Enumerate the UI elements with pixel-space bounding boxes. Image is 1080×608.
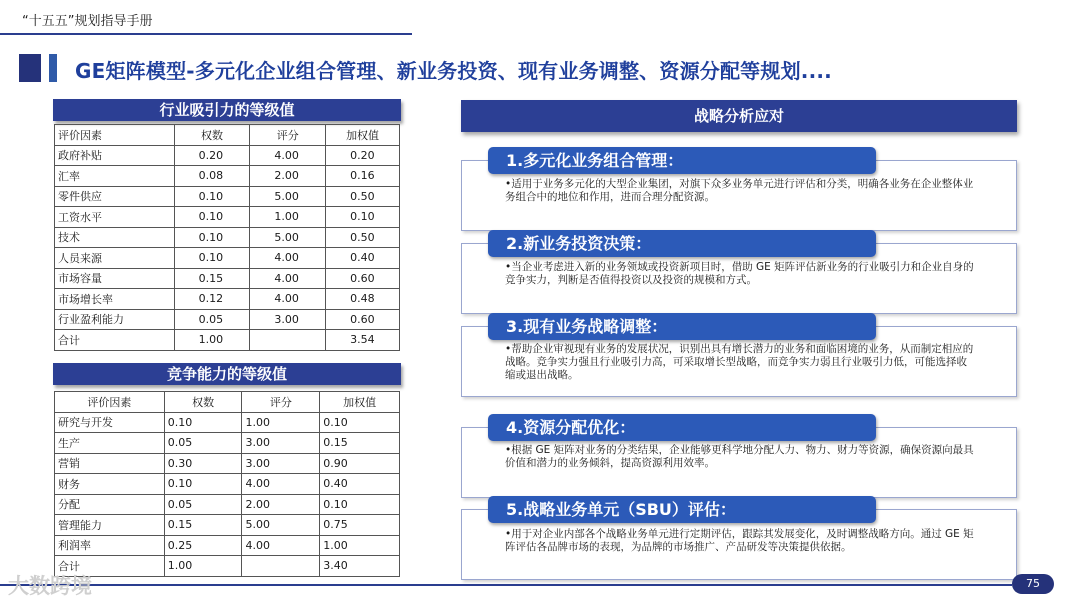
table-cell: 0.10 — [164, 474, 242, 495]
table-cell: 市场增长率 — [55, 289, 175, 310]
table-cell: 3.00 — [242, 453, 320, 474]
industry-table-row — [55, 248, 400, 269]
table-cell: 利润率 — [55, 535, 165, 556]
table-cell: 4.00 — [250, 268, 326, 289]
manual-label: “十五五”规划指导手册 — [22, 14, 153, 29]
table-cell: 技术 — [55, 227, 175, 248]
column-header: 加权值 — [320, 392, 400, 413]
table-cell: 研究与开发 — [55, 412, 165, 433]
industry-table-row — [55, 289, 400, 310]
bottom-divider — [0, 584, 1012, 586]
table-cell: 1.00 — [164, 556, 242, 577]
table-cell: 2.00 — [242, 494, 320, 515]
column-header: 评价因素 — [55, 125, 175, 146]
table-cell: 0.10 — [320, 494, 400, 515]
table-cell: 零件供应 — [55, 186, 175, 207]
industry-table-heading: 行业吸引力的等级值 — [53, 99, 401, 121]
competitive-table-heading: 竞争能力的等级值 — [53, 363, 401, 385]
strategy-text-2: •当企业考虑进入新的业务领域或投资新项目时，借助 GE 矩阵评估新业务的行业吸引力和企业自身的竞争实力，判断是否值得投资以及投资的规模和方式。 — [505, 261, 974, 286]
table-cell: 0.25 — [164, 535, 242, 556]
table-cell: 0.40 — [320, 474, 400, 495]
page-number: 75 — [1012, 574, 1054, 594]
table-cell: 4.00 — [242, 474, 320, 495]
industry-attractiveness-table — [54, 124, 400, 351]
industry-table-row — [55, 186, 400, 207]
table-cell — [250, 330, 326, 351]
table-cell: 0.15 — [174, 268, 250, 289]
table-cell: 工资水平 — [55, 207, 175, 228]
table-cell: 3.00 — [242, 433, 320, 454]
table-cell: 0.20 — [326, 145, 400, 166]
table-cell: 人员来源 — [55, 248, 175, 269]
industry-table-row — [55, 330, 400, 351]
strategy-title-4: 4.资源分配优化： — [488, 414, 876, 441]
strategy-title-2: 2.新业务投资决策： — [488, 230, 876, 257]
table-cell: 0.10 — [326, 207, 400, 228]
table-cell: 生产 — [55, 433, 165, 454]
table-cell: 0.90 — [320, 453, 400, 474]
strategy-title-1: 1.多元化业务组合管理： — [488, 147, 876, 174]
industry-table-row — [55, 166, 400, 187]
column-header: 权数 — [164, 392, 242, 413]
table-cell: 财务 — [55, 474, 165, 495]
column-header: 加权值 — [326, 125, 400, 146]
table-cell: 3.00 — [250, 309, 326, 330]
strategy-text-1: •适用于业务多元化的大型企业集团，对旗下众多业务单元进行评估和分类，明确各业务在企业整体业务组合中的地位和作用，进而合理分配资源。 — [505, 178, 974, 203]
page-title: GE矩阵模型-多元化企业组合管理、新业务投资、现有业务调整、资源分配等规划.... — [75, 59, 832, 83]
column-header: 评分 — [250, 125, 326, 146]
table-cell: 5.00 — [242, 515, 320, 536]
table-cell: 0.15 — [164, 515, 242, 536]
table-cell: 4.00 — [250, 248, 326, 269]
industry-table-row — [55, 145, 400, 166]
strategy-title-3: 3.现有业务战略调整： — [488, 313, 876, 340]
table-cell: 0.48 — [326, 289, 400, 310]
table-cell: 0.40 — [326, 248, 400, 269]
industry-table-row — [55, 268, 400, 289]
table-cell: 政府补贴 — [55, 145, 175, 166]
table-cell: 市场容量 — [55, 268, 175, 289]
table-cell: 4.00 — [250, 289, 326, 310]
table-cell: 0.16 — [326, 166, 400, 187]
table-cell: 0.12 — [174, 289, 250, 310]
strategy-title-5: 5.战略业务单元（SBU）评估： — [488, 496, 876, 523]
title-decor-block — [19, 54, 41, 82]
table-cell: 行业盈利能力 — [55, 309, 175, 330]
table-cell: 0.05 — [174, 309, 250, 330]
table-cell: 0.75 — [320, 515, 400, 536]
column-header: 评分 — [242, 392, 320, 413]
table-cell: 5.00 — [250, 227, 326, 248]
table-cell: 0.60 — [326, 268, 400, 289]
table-cell: 分配 — [55, 494, 165, 515]
table-cell: 4.00 — [250, 145, 326, 166]
table-cell: 合计 — [55, 556, 165, 577]
table-cell: 3.40 — [320, 556, 400, 577]
industry-table-row — [55, 207, 400, 228]
title-decor-bar — [49, 54, 57, 82]
column-header: 评价因素 — [55, 392, 165, 413]
industry-table-header-row — [55, 125, 400, 146]
table-cell: 1.00 — [242, 412, 320, 433]
industry-table-row — [55, 309, 400, 330]
strategy-heading: 战略分析应对 — [461, 100, 1017, 132]
table-cell: 3.54 — [326, 330, 400, 351]
competitive-table-row — [55, 535, 400, 556]
table-cell: 合计 — [55, 330, 175, 351]
table-cell: 5.00 — [250, 186, 326, 207]
column-header: 权数 — [174, 125, 250, 146]
table-cell: 营销 — [55, 453, 165, 474]
table-cell: 2.00 — [250, 166, 326, 187]
table-cell: 1.00 — [250, 207, 326, 228]
table-cell: 0.15 — [320, 433, 400, 454]
table-cell: 0.10 — [174, 248, 250, 269]
table-cell: 0.60 — [326, 309, 400, 330]
industry-table-row — [55, 227, 400, 248]
competitive-table-row — [55, 515, 400, 536]
table-cell: 0.10 — [174, 207, 250, 228]
table-cell: 4.00 — [242, 535, 320, 556]
watermark-logo: 大数跨境 — [8, 574, 92, 598]
table-cell: 汇率 — [55, 166, 175, 187]
table-cell: 0.50 — [326, 186, 400, 207]
competitive-table-row — [55, 453, 400, 474]
competitive-table-row — [55, 412, 400, 433]
table-cell: 0.20 — [174, 145, 250, 166]
competitive-table-header-row — [55, 392, 400, 413]
table-cell: 管理能力 — [55, 515, 165, 536]
strategy-text-3: •帮助企业审视现有业务的发展状况，识别出具有增长潜力的业务和面临困境的业务，从而制定相应的战略。竞争实力强且行业吸引力高，可采取增长型战略，而竞争实力弱且行业吸引力低，可能选择收缩或退出战略。 — [505, 343, 974, 381]
competitive-table-row — [55, 474, 400, 495]
table-cell: 1.00 — [174, 330, 250, 351]
table-cell: 0.30 — [164, 453, 242, 474]
competitive-strength-table — [54, 391, 400, 577]
table-cell: 0.10 — [174, 186, 250, 207]
table-cell: 0.08 — [174, 166, 250, 187]
competitive-table-row — [55, 433, 400, 454]
competitive-table-row — [55, 494, 400, 515]
table-cell: 0.05 — [164, 494, 242, 515]
table-cell: 0.10 — [164, 412, 242, 433]
table-cell: 1.00 — [320, 535, 400, 556]
table-cell: 0.05 — [164, 433, 242, 454]
strategy-text-4: •根据 GE 矩阵对业务的分类结果，企业能够更科学地分配人力、物力、财力等资源，确保资源向最具价值和潜力的业务倾斜，提高资源利用效率。 — [505, 444, 974, 469]
table-cell: 0.50 — [326, 227, 400, 248]
competitive-table-row — [55, 556, 400, 577]
table-cell: 0.10 — [320, 412, 400, 433]
table-cell: 0.10 — [174, 227, 250, 248]
top-divider — [0, 33, 412, 35]
strategy-text-5: •用于对企业内部各个战略业务单元进行定期评估，跟踪其发展变化，及时调整战略方向。通过 GE 矩阵评估各品牌市场的表现，为品牌的市场推广、产品研发等决策提供依据。 — [505, 528, 974, 553]
table-cell — [242, 556, 320, 577]
